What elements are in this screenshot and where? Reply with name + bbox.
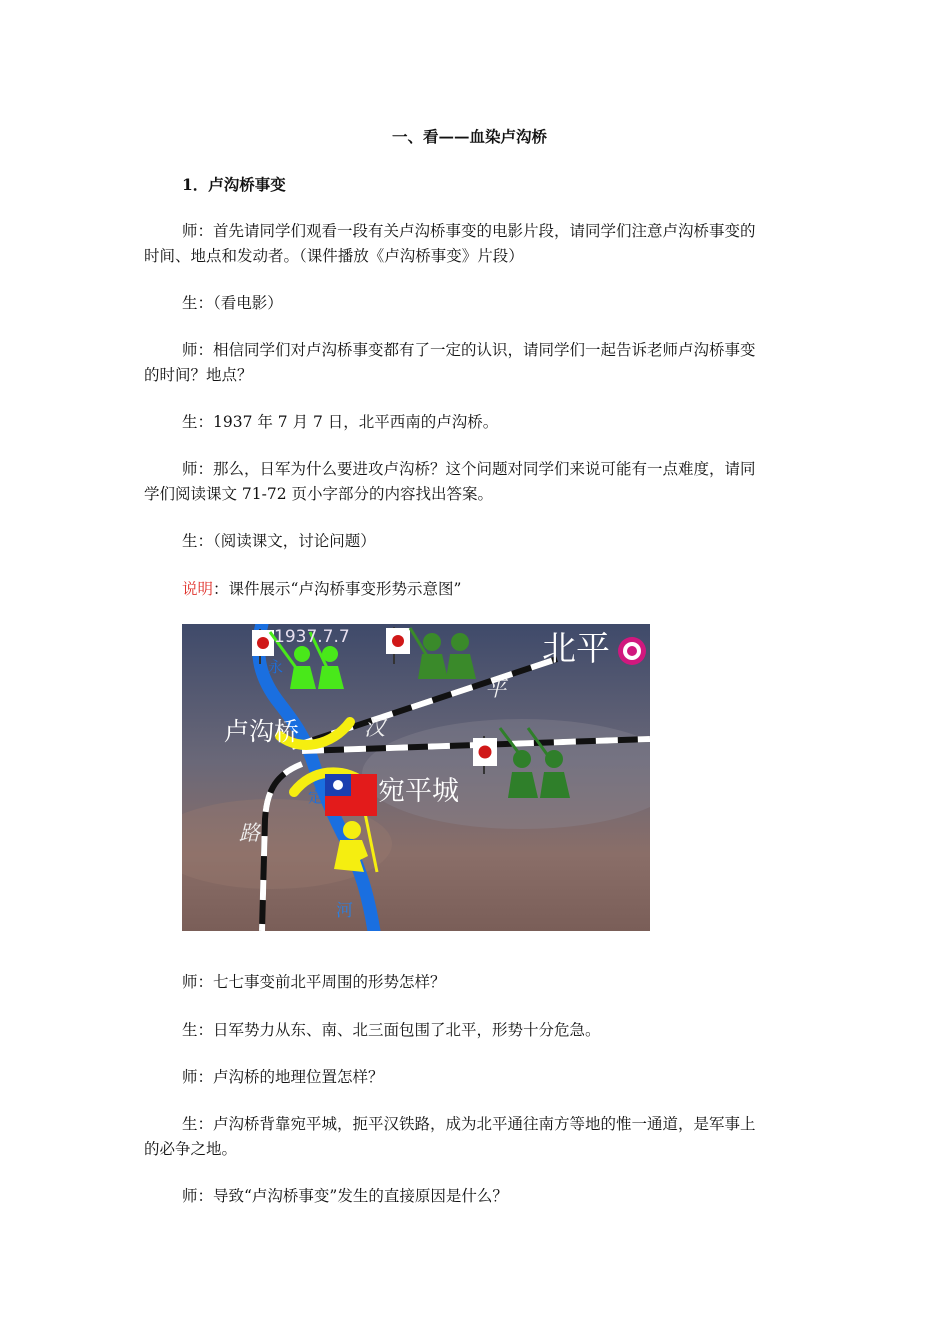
river-char-label: 河 bbox=[336, 901, 353, 921]
lugouqiao-label: 卢沟桥 bbox=[224, 717, 300, 746]
note-label: 说明 bbox=[182, 580, 214, 598]
paragraph-line: 的时间？地点？ bbox=[144, 366, 253, 384]
river-char-label: 定 bbox=[308, 788, 324, 806]
paragraph-line: 生：卢沟桥背靠宛平城，扼平汉铁路，成为北平通往南方等地的惟一通道，是军事上 bbox=[182, 1115, 756, 1133]
lugouqiao-situation-map bbox=[182, 624, 650, 931]
paragraph-line: 生：1937 年 7 月 7 日，北平西南的卢沟桥。 bbox=[182, 413, 499, 431]
paragraph-line: 师：首先请同学们观看一段有关卢沟桥事变的电影片段，请同学们注意卢沟桥事变的 bbox=[182, 222, 756, 240]
paragraph-line: 生：（看电影） bbox=[182, 294, 283, 312]
beiping-label: 北平 bbox=[542, 629, 610, 669]
paragraph-line: 师：导致“卢沟桥事变”发生的直接原因是什么？ bbox=[182, 1187, 508, 1205]
paragraph-line: 师：七七事变前北平周围的形势怎样？ bbox=[182, 973, 446, 991]
paragraph-line: 时间、地点和发动者。（课件播放《卢沟桥事变》片段） bbox=[144, 247, 524, 265]
section-heading: 一、看——血染卢沟桥 bbox=[392, 127, 548, 146]
railway-char-label: 汉 bbox=[364, 716, 385, 740]
railway-char-label: 路 bbox=[239, 821, 260, 845]
paragraph-line: 师：相信同学们对卢沟桥事变都有了一定的认识，请同学们一起告诉老师卢沟桥事变 bbox=[182, 341, 756, 359]
note-text: ：课件展示“卢沟桥事变形势示意图” bbox=[213, 580, 462, 598]
paragraph-line: 师：卢沟桥的地理位置怎样？ bbox=[182, 1068, 384, 1086]
beiping-marker bbox=[627, 646, 637, 656]
railway-char-label: 平 bbox=[485, 677, 506, 701]
paragraph-line: 生：（阅读课文，讨论问题） bbox=[182, 532, 376, 550]
subsection-heading: 1．卢沟桥事变 bbox=[182, 175, 286, 194]
paragraph-line: 生：日军势力从东、南、北三面包围了北平，形势十分危急。 bbox=[182, 1021, 601, 1039]
paragraph-line: 学们阅读课文 71-72 页小字部分的内容找出答案。 bbox=[144, 485, 494, 503]
paragraph-line: 的必争之地。 bbox=[144, 1140, 238, 1158]
map-date-label: 1937.7.7 bbox=[274, 627, 350, 647]
river-char-label: 永 bbox=[268, 658, 284, 676]
note-line bbox=[182, 577, 461, 601]
paragraph-line: 师：那么，日军为什么要进攻卢沟桥？这个问题对同学们来说可能有一点难度，请同 bbox=[182, 460, 756, 478]
wanpingcheng-label: 宛平城 bbox=[378, 776, 459, 807]
